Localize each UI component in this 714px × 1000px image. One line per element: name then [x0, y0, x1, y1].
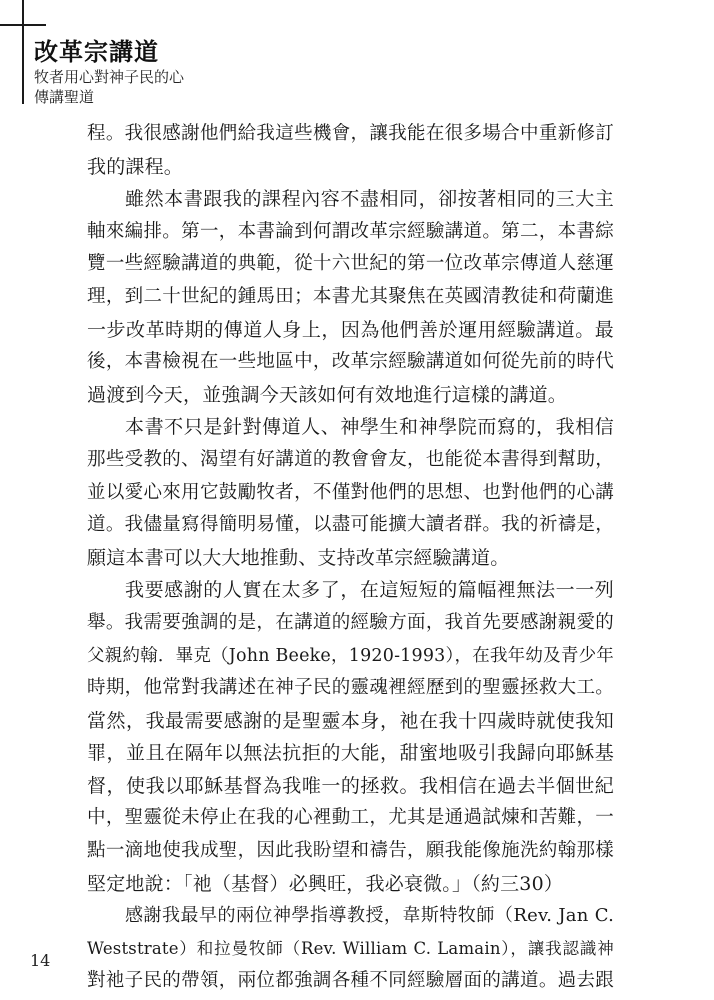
body-line: 後，本書檢視在一些地區中，改革宗經驗講道如何從先前的時代	[87, 351, 614, 373]
body-line: 中，聖靈從未停止在我的心裡動工，尤其是通過試煉和苦難，一	[87, 807, 614, 829]
corner-horizontal-rule	[0, 24, 46, 26]
body-line: 軸來編排。第一，本書論到何謂改革宗經驗講道。第二，本書綜	[87, 220, 614, 242]
body-line: 一步改革時期的傳道人身上，因為他們善於運用經驗講道。最	[87, 318, 614, 341]
body-line: 那些受教的、渴望有好講道的教會會友，也能從本書得到幫助，	[87, 448, 614, 470]
running-header-title: 改革宗講道	[34, 38, 159, 66]
body-line: 我的課程。	[87, 155, 184, 178]
body-text	[87, 118, 614, 998]
body-line: Weststrate）和拉曼牧師（Rev. William C. Lamain），讓我認識神	[87, 938, 614, 958]
body-line: 時期，他常對我講述在神子民的靈魂裡經歷到的聖靈拯救大工。	[87, 677, 614, 699]
body-line: 當然，我最需要感謝的是聖靈本身，祂在我十四歲時就使我知	[87, 709, 614, 732]
body-line: 我要感謝的人實在太多了，在這短短的篇幅裡無法一一列	[125, 579, 614, 602]
body-line: 過渡到今天，並強調今天該如何有效地進行這樣的講道。	[87, 383, 568, 406]
running-header-subtitle-line1: 牧者用心對神子民的心	[34, 68, 185, 86]
body-line: 堅定地說：「祂（基督）必興旺，我必衰微。」（約三30）	[87, 872, 564, 895]
body-line: 本書不只是針對傳道人、神學生和神學院而寫的，我相信	[125, 416, 614, 439]
body-line: 罪，並且在隔年以無法抗拒的大能，甜蜜地吸引我歸向耶穌基	[87, 742, 614, 765]
body-line: 舉。我需要強調的是，在講道的經驗方面，我首先要感謝親愛的	[87, 611, 614, 633]
body-line: 並以愛心來用它鼓勵牧者，不僅對他們的思想、也對他們的心講	[87, 481, 614, 503]
running-header-subtitle-line2: 傳講聖道	[34, 88, 95, 106]
body-line: 督，使我以耶穌基督為我唯一的拯救。我相信在過去半個世紀	[87, 774, 614, 797]
body-line: 願這本書可以大大地推動、支持改革宗經驗講道。	[87, 546, 510, 569]
body-line: 父親約翰．畢克（John Beeke，1920-1993），在我年幼及青少年	[87, 645, 614, 666]
body-line: 理，到二十世紀的鍾馬田；本書尤其聚焦在英國清教徒和荷蘭進	[87, 285, 614, 307]
body-line: 點一滴地使我成聖，因此我盼望和禱告，願我能像施洗約翰那樣	[87, 840, 614, 862]
body-line: 雖然本書跟我的課程內容不盡相同，卻按著相同的三大主	[125, 188, 614, 211]
body-line: 道。我儘量寫得簡明易懂，以盡可能擴大讀者群。我的祈禱是，	[87, 514, 614, 536]
page-number: 14	[30, 951, 51, 970]
body-line: 覽一些經驗講道的典範，從十六世紀的第一位改革宗傳道人慈運	[87, 253, 614, 275]
corner-vertical-rule	[22, 0, 24, 104]
body-line: 對祂子民的帶領，兩位都強調各種不同經驗層面的講道。過去跟	[87, 970, 614, 992]
body-line: 感謝我最早的兩位神學指導教授，韋斯特牧師（Rev. Jan C.	[125, 905, 614, 927]
body-line: 程。我很感謝他們給我這些機會，讓我能在很多場合中重新修訂	[87, 123, 614, 144]
